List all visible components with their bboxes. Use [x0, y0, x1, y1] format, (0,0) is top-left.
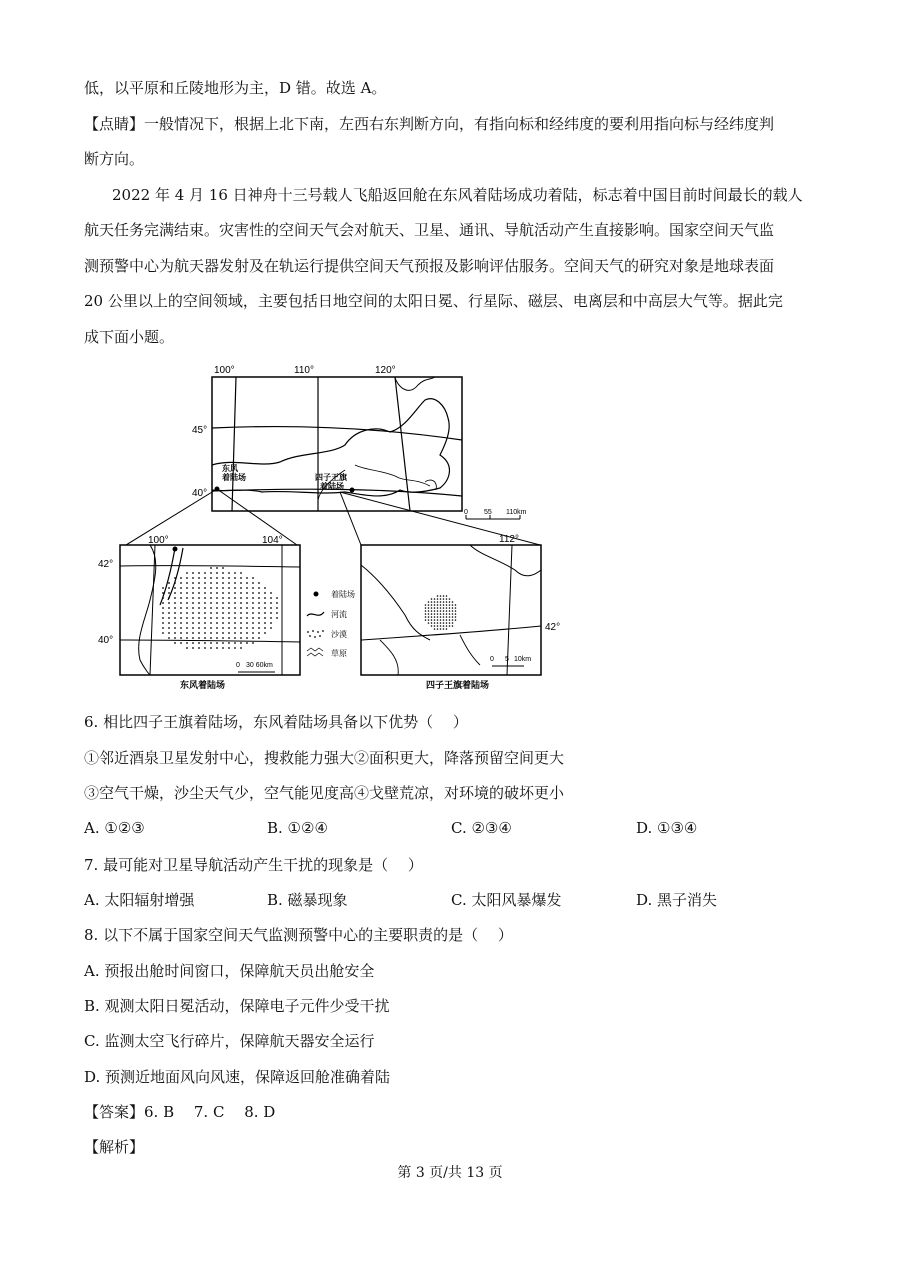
map-legend: [307, 589, 355, 658]
question-6: 6. 相比四子王旗着陆场，东风着陆场具备以下优势（ ）: [84, 713, 468, 731]
left-lat-42: 42°: [98, 559, 114, 570]
tip-line-1: 【点睛】一般情况下，根据上北下南，左西右东判断方向，有指向标和经纬度的要利用指向标与经纬度判: [84, 115, 775, 133]
q8-option-a[interactable]: A. 预报出舱时间窗口，保障航天员出舱安全: [84, 962, 375, 980]
legend-river: 河流: [331, 610, 347, 619]
top-lon-120: 120°: [375, 365, 396, 376]
right-lat-42: 42°: [545, 622, 561, 633]
q7-option-d[interactable]: D. 黑子消失: [636, 891, 718, 909]
q6-option-a[interactable]: A. ①②③: [84, 819, 145, 837]
analysis-heading: 【解析】: [84, 1138, 145, 1156]
left-lat-40: 40°: [98, 635, 114, 646]
overview-map: [192, 365, 527, 519]
top-lon-110: 110°: [294, 365, 314, 376]
passage-line-3: 测预警中心为航天器发射及在轨运行提供空间天气预报及影响评估服务。空间天气的研究对象是地球表面: [84, 257, 775, 275]
top-scale-110: 110km: [506, 509, 527, 516]
left-lon-104: 104°: [262, 535, 283, 546]
top-scale-0: 0: [464, 509, 468, 516]
q6-statement-1: ①邻近酒泉卫星发射中心，搜救能力强大②面积更大，降落预留空间更大: [84, 749, 565, 767]
dongfeng-label-2: 着陆场: [222, 473, 246, 482]
right-scale-0: 0: [490, 656, 494, 663]
para-line-1: 低，以平原和丘陵地形为主，D 错。故选 A。: [84, 79, 387, 97]
top-lat-45: 45°: [192, 425, 208, 436]
legend-landing: 着陆场: [331, 590, 355, 599]
passage-line-1: 2022 年 4 月 16 日神舟十三号载人飞船返回舱在东风着陆场成功着陆，标志着中国目前时间最长的载人: [112, 186, 803, 204]
siziwang-detail-map: [361, 534, 560, 690]
q8-option-d[interactable]: D. 预测近地面风向风速，保障返回舱准确着陆: [84, 1068, 391, 1086]
tip-line-2: 断方向。: [84, 150, 145, 168]
siziwang-label-2: 着陆场: [320, 482, 344, 491]
dongfeng-detail-map: [98, 535, 300, 690]
q7-option-c[interactable]: C. 太阳风暴爆发: [451, 891, 562, 909]
passage-line-5: 成下面小题。: [84, 328, 175, 346]
legend-desert: 沙漠: [331, 630, 347, 639]
q6-option-c[interactable]: C. ②③④: [451, 819, 512, 837]
dongfeng-label: 东风: [222, 464, 238, 473]
left-caption: 东风着陆场: [180, 680, 226, 690]
right-caption: 四子王旗着陆场: [426, 680, 490, 690]
left-scale-3060: 30 60km: [246, 662, 273, 669]
right-lon-112: 112°: [499, 534, 519, 545]
passage-line-2: 航天任务完满结束。灾害性的空间天气会对航天、卫星、通讯、导航活动产生直接影响。国家空间天气监: [84, 221, 775, 239]
q6-statement-2: ③空气干燥，沙尘天气少，空气能见度高④戈壁荒凉，对环境的破坏更小: [84, 784, 565, 802]
q7-option-b[interactable]: B. 磁暴现象: [267, 891, 348, 909]
q8-option-b[interactable]: B. 观测太阳日冕活动，保障电子元件少受干扰: [84, 997, 390, 1015]
top-lon-100: 100°: [214, 365, 235, 376]
q8-option-c[interactable]: C. 监测太空飞行碎片，保障航天器安全运行: [84, 1032, 375, 1050]
left-scale-0: 0: [236, 662, 240, 669]
q7-option-a[interactable]: A. 太阳辐射增强: [84, 891, 195, 909]
right-scale-10: 10km: [514, 656, 532, 663]
passage-line-4: 20 公里以上的空间领域，主要包括日地空间的太阳日冕、行星际、磁层、电离层和中高层大气等。据此完: [84, 292, 783, 310]
answer-line: 【答案】6. B 7. C 8. D: [84, 1103, 276, 1121]
siziwang-label: 四子王旗: [315, 473, 347, 482]
q6-option-d[interactable]: D. ①③④: [636, 819, 698, 837]
q6-option-b[interactable]: B. ①②④: [267, 819, 328, 837]
top-lat-40: 40°: [192, 488, 208, 499]
page-footer: 第 3 页/共 13 页: [397, 1165, 503, 1181]
left-lon-100: 100°: [148, 535, 169, 546]
top-scale-55: 55: [484, 509, 492, 516]
right-scale-5: 5: [505, 656, 509, 663]
legend-grassland: 草原: [331, 649, 347, 658]
question-8: 8. 以下不属于国家空间天气监测预警中心的主要职责的是（ ）: [84, 926, 513, 944]
question-7: 7. 最可能对卫星导航活动产生干扰的现象是（ ）: [84, 856, 423, 874]
